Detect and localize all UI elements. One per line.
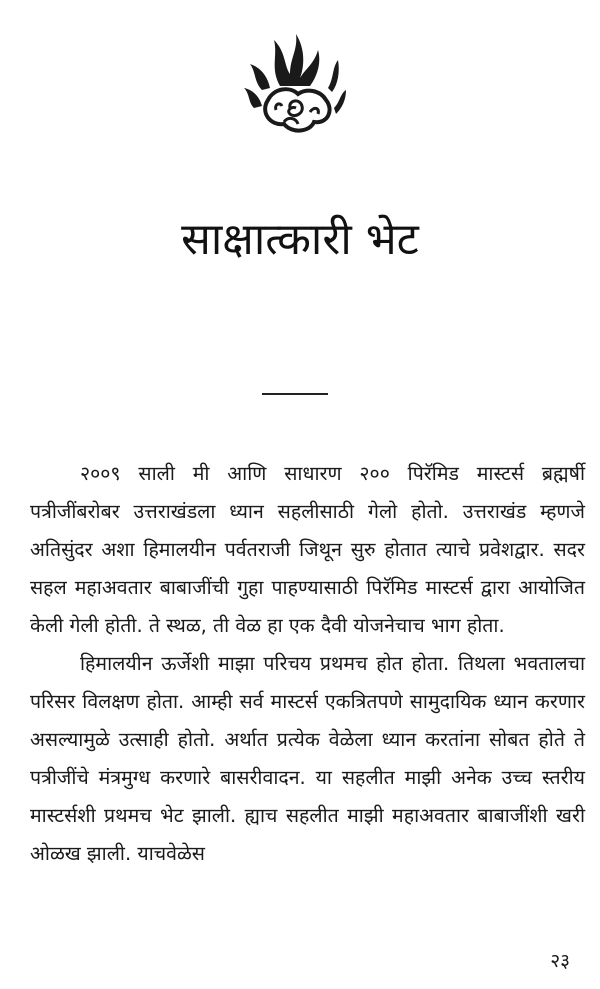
title-divider — [262, 393, 328, 395]
paragraph: २००९ साली मी आणि साधारण २०० पिरॅमिड मास्टर्स ब्रह्मर्षी पत्रीजींबरोबर उत्तराखंडला ध्यान सहलीसाठी गेलो होतो. उत्तराखंड म्हणजे अतिसुंदर अशा हिमालयीन पर्वतराजी जिथून सुरु होतात त्याचे प्रवेशद्वार. सदर सहल महाअवतार बाबाजींची गुहा पाहण्यासाठी पिरॅमिड मास्टर्स द्वारा आयोजित केली गेली होती. ते स्थळ, ती वेळ हा एक दैवी योजनेचाच भाग होता. — [30, 462, 585, 637]
page-number: २३ — [550, 950, 570, 972]
paragraph: हिमालयीन ऊर्जेशी माझा परिचय प्रथमच होत होता. तिथला भवतालचा परिसर विलक्षण होता. आम्ही सर्व मास्टर्स एकत्रितपणे सामुदायिक ध्यान करणार असल्यामुळे उत्साही होतो. अर्थात प्रत्येक वेळेला ध्यान करतांना सोबत होते ते पत्रीजींचे मंत्रमुग्ध करणारे बासरीवादन. या सहलीत माझी अनेक उच्च स्तरीय मास्टर्सशी प्रथमच भेट झाली. ह्याच सहलीत माझी महाअवतार बाबाजींशी खरी ओळख झाली. याचवेळेस — [30, 652, 585, 865]
chapter-title: साक्षात्कारी भेट — [181, 214, 419, 265]
flame-cloud-ornament-icon — [240, 28, 350, 138]
chapter-body — [30, 455, 585, 873]
